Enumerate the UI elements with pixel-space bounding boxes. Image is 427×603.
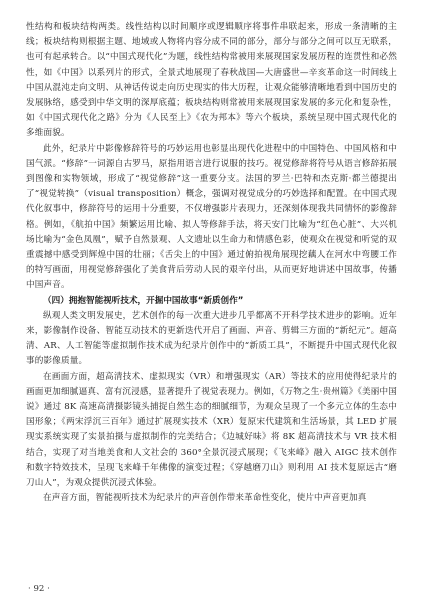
body-paragraph-rhetoric: 此外，纪录片中影像修辞符号的巧妙运用也彰显出现代化进程中的中国特色、中国风格和中国气派。“修辞”一词源自古罗马，原指用语言进行说服的技巧。视觉修辞将符号从语言修辞拓展到图像和实物领域，形成了“视觉修辞”这一重要分支。法国的罗兰·巴特和杰克斯·都兰德提出了“视觉转换”（visual transposition）概念，强调对视觉成分的巧妙选择和配置。在中国式现代化叙事中，修辞符号的运用十分重要，不仅增强影片表现力，还深刻体现我共同情怀的影像辞格。例如，《航拍中国》频繁运用比喻、拟人等修辞手法，将天安门比喻为“红色心脏”、大兴机场比喻为“金色凤凰”，赋予自然景观、人文遗址以生命力和情感色彩，使观众在视觉和听觉的双重震撼中感受到辉煌中国的壮丽；《舌尖上的中国》通过俯拍视角展现挖藕人在河水中弯腰工作的特写画面，用视觉修辞强化了美食背后劳动人民的艰辛付出，从而更好地讲述中国故事，传播中国声音。 — [26, 143, 397, 291]
body-paragraph-visuals: 在画面方面，超高清技术、虚拟现实（VR）和增强现实（AR）等技术的应用使得纪录片的画面更加细腻逼真、富有沉浸感，显著提升了视觉表现力。例如，《万物之生·贵州篇》《美丽中国说》通过 8K 高速高清摄影镜头捕捉自然生态的细腻细节，为观众呈现了一个多元立体的生态中国形象；《两宋浮沉三百年》通过扩展现实技术（XR）复原宋代建筑和生活场景，其 LED 扩展现实系统实现了实景拍摄与虚拟制作的完美结合；《边城好味》将 8K 超高清技术与 VR 技术相结合，实现了对当地美食和人文社会的 360°全景沉浸式展现；《飞来峰》融入 AIGC 技术创作和数字特效技术，呈现飞来峰千年佛像的演变过程；《穿越磨刀山》则利用 AI 技术复原远古“磨刀山人”，为观众提供沉浸式体验。 — [26, 371, 397, 489]
section-heading: （四）拥抱智能视听技术，开掘中国故事“新质创作” — [43, 295, 244, 306]
page-number: · 92 · — [28, 584, 50, 594]
page-body — [26, 20, 397, 507]
body-paragraph-audio: 在声音方面，智能视听技术为纪录片的声音创作带来革命性变化，使片中声音更加真 — [43, 493, 367, 504]
body-paragraph-technology: 纵观人类文明发展史，艺术创作的每一次重大进步几乎都离不开科学技术进步的影响。近年来，影像制作设备、智能互动技术的更新迭代开启了画面、声音、剪辑三方面的“新纪元”。超高清、AR、人工智能等虚拟制作技术成为纪录片创作中的“新质工具”，不断提升中国式现代化叙事的影像质量。 — [26, 310, 397, 367]
body-paragraph-structure: 性结构和板块结构两类。线性结构以时间顺序或逻辑顺序将事件串联起来，形成一条清晰的主线；板块结构则根据主题、地域或人物将内容分成不同的部分，部分与部分之间可以互无联系，也可有起承转合。以“中国式现代化”为题，线性结构常被用来展现国家发展历程的连贯性和必然性，如《中国》以系列片的形式，全景式地展现了春秋战国—大唐盛世—辛亥革命这一时间线上中国从混沌走向文明、从神话传说走向历史现实的伟大历程，让观众能够清晰地看到中国历史的发展脉络，感受到中华文明的深厚底蕴；板块结构则常被用来展现国家发展的多元化和复杂性，如《中国式现代化之路》分为《人民至上》《农为邦本》等六个板块，系统呈现中国式现代化的多维面貌。 — [26, 22, 397, 139]
